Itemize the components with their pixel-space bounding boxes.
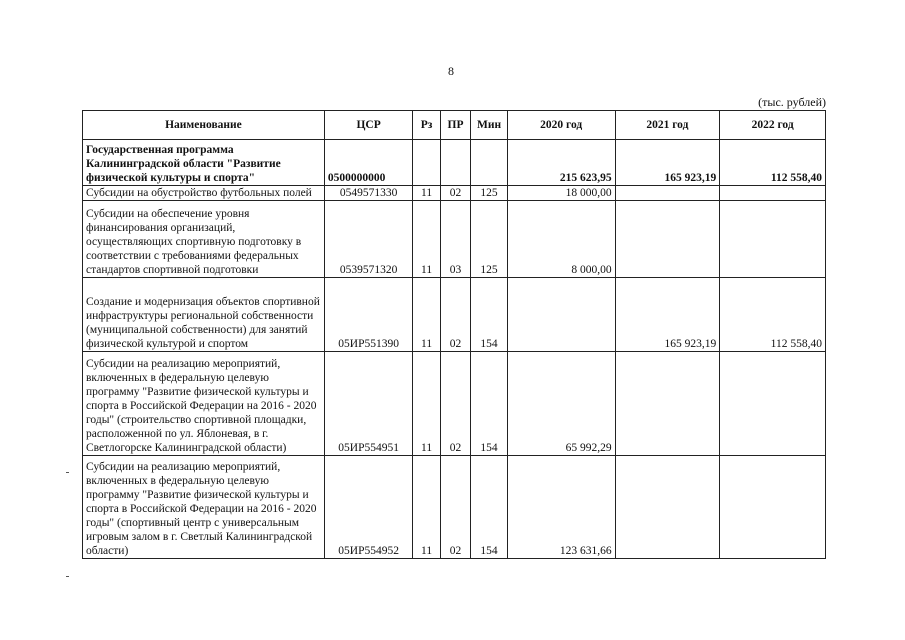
cell-name: Субсидии на реализацию мероприятий, включенных в федеральную целевую программу "Развитие физической культуры и спорта в Российской Федерации на 2016 - 2020 годы" (спортивный центр с универсальным игровым залом в г. Светлый Калининградской области) bbox=[83, 456, 325, 559]
cell-name: Создание и модернизация объектов спортивной инфраструктуры региональной собственности (муниципальной собственности) для занятий физической культурой и спортом bbox=[83, 278, 325, 352]
cell-min: 154 bbox=[471, 278, 508, 352]
cell-pr: 02 bbox=[440, 186, 470, 201]
cell-2022: 112 558,40 bbox=[720, 140, 826, 186]
cell-pr: 02 bbox=[440, 352, 470, 456]
cell-rz: 11 bbox=[413, 456, 440, 559]
scan-speck bbox=[66, 472, 69, 473]
cell-csr: 05ИР554952 bbox=[324, 456, 412, 559]
table-row bbox=[83, 278, 826, 352]
cell-2021 bbox=[615, 456, 720, 559]
cell-min: 125 bbox=[471, 186, 508, 201]
table-header-row bbox=[83, 111, 826, 140]
cell-rz: 11 bbox=[413, 278, 440, 352]
cell-csr: 0539571320 bbox=[324, 201, 412, 278]
cell-2022 bbox=[720, 352, 826, 456]
cell-2021: 165 923,19 bbox=[615, 278, 720, 352]
table-row bbox=[83, 352, 826, 456]
cell-pr: 03 bbox=[440, 201, 470, 278]
cell-2020: 18 000,00 bbox=[507, 186, 615, 201]
header-min: Мин bbox=[471, 111, 508, 140]
cell-min bbox=[471, 140, 508, 186]
cell-name: Субсидии на реализацию мероприятий, включенных в федеральную целевую программу "Развитие физической культуры и спорта в Российской Федерации на 2016 - 2020 годы" (строительство спортивной площадки, расположенной по ул. Яблоневая, в г. Светлогорске Калининградской области) bbox=[83, 352, 325, 456]
cell-name: Субсидии на обустройство футбольных полей bbox=[83, 186, 325, 201]
cell-csr: 05ИР551390 bbox=[324, 278, 412, 352]
header-name: Наименование bbox=[83, 111, 325, 140]
units-label: (тыс. рублей) bbox=[758, 95, 826, 109]
cell-csr: 05ИР554951 bbox=[324, 352, 412, 456]
cell-rz: 11 bbox=[413, 201, 440, 278]
cell-name: Государственная программа Калининградской области "Развитие физической культуры и спорта" bbox=[83, 140, 325, 186]
cell-min: 125 bbox=[471, 201, 508, 278]
header-2021: 2021 год bbox=[615, 111, 720, 140]
cell-2022 bbox=[720, 186, 826, 201]
table-row bbox=[83, 186, 826, 201]
budget-table bbox=[82, 110, 826, 559]
cell-2020: 65 992,29 bbox=[507, 352, 615, 456]
cell-2022 bbox=[720, 201, 826, 278]
cell-pr bbox=[440, 140, 470, 186]
cell-csr: 0500000000 bbox=[324, 140, 412, 186]
header-2020: 2020 год bbox=[507, 111, 615, 140]
cell-min: 154 bbox=[471, 456, 508, 559]
scan-speck bbox=[66, 576, 69, 577]
table-row-program bbox=[83, 140, 826, 186]
cell-2020: 123 631,66 bbox=[507, 456, 615, 559]
cell-2021 bbox=[615, 201, 720, 278]
cell-2021 bbox=[615, 352, 720, 456]
header-2022: 2022 год bbox=[720, 111, 826, 140]
cell-rz: 11 bbox=[413, 352, 440, 456]
cell-pr: 02 bbox=[440, 278, 470, 352]
cell-2021 bbox=[615, 186, 720, 201]
header-pr: ПР bbox=[440, 111, 470, 140]
cell-name: Субсидии на обеспечение уровня финансирования организаций, осуществляющих спортивную подготовку в соответствии с требованиями федеральных стандартов спортивной подготовки bbox=[83, 201, 325, 278]
cell-pr: 02 bbox=[440, 456, 470, 559]
cell-rz bbox=[413, 140, 440, 186]
table-row bbox=[83, 201, 826, 278]
cell-rz: 11 bbox=[413, 186, 440, 201]
table-row bbox=[83, 456, 826, 559]
page-number: 8 bbox=[448, 64, 454, 78]
header-rz: Рз bbox=[413, 111, 440, 140]
cell-2021: 165 923,19 bbox=[615, 140, 720, 186]
cell-2022 bbox=[720, 456, 826, 559]
header-csr: ЦСР bbox=[324, 111, 412, 140]
cell-2020 bbox=[507, 278, 615, 352]
cell-2020: 8 000,00 bbox=[507, 201, 615, 278]
cell-csr: 0549571330 bbox=[324, 186, 412, 201]
cell-2020: 215 623,95 bbox=[507, 140, 615, 186]
cell-2022: 112 558,40 bbox=[720, 278, 826, 352]
cell-min: 154 bbox=[471, 352, 508, 456]
